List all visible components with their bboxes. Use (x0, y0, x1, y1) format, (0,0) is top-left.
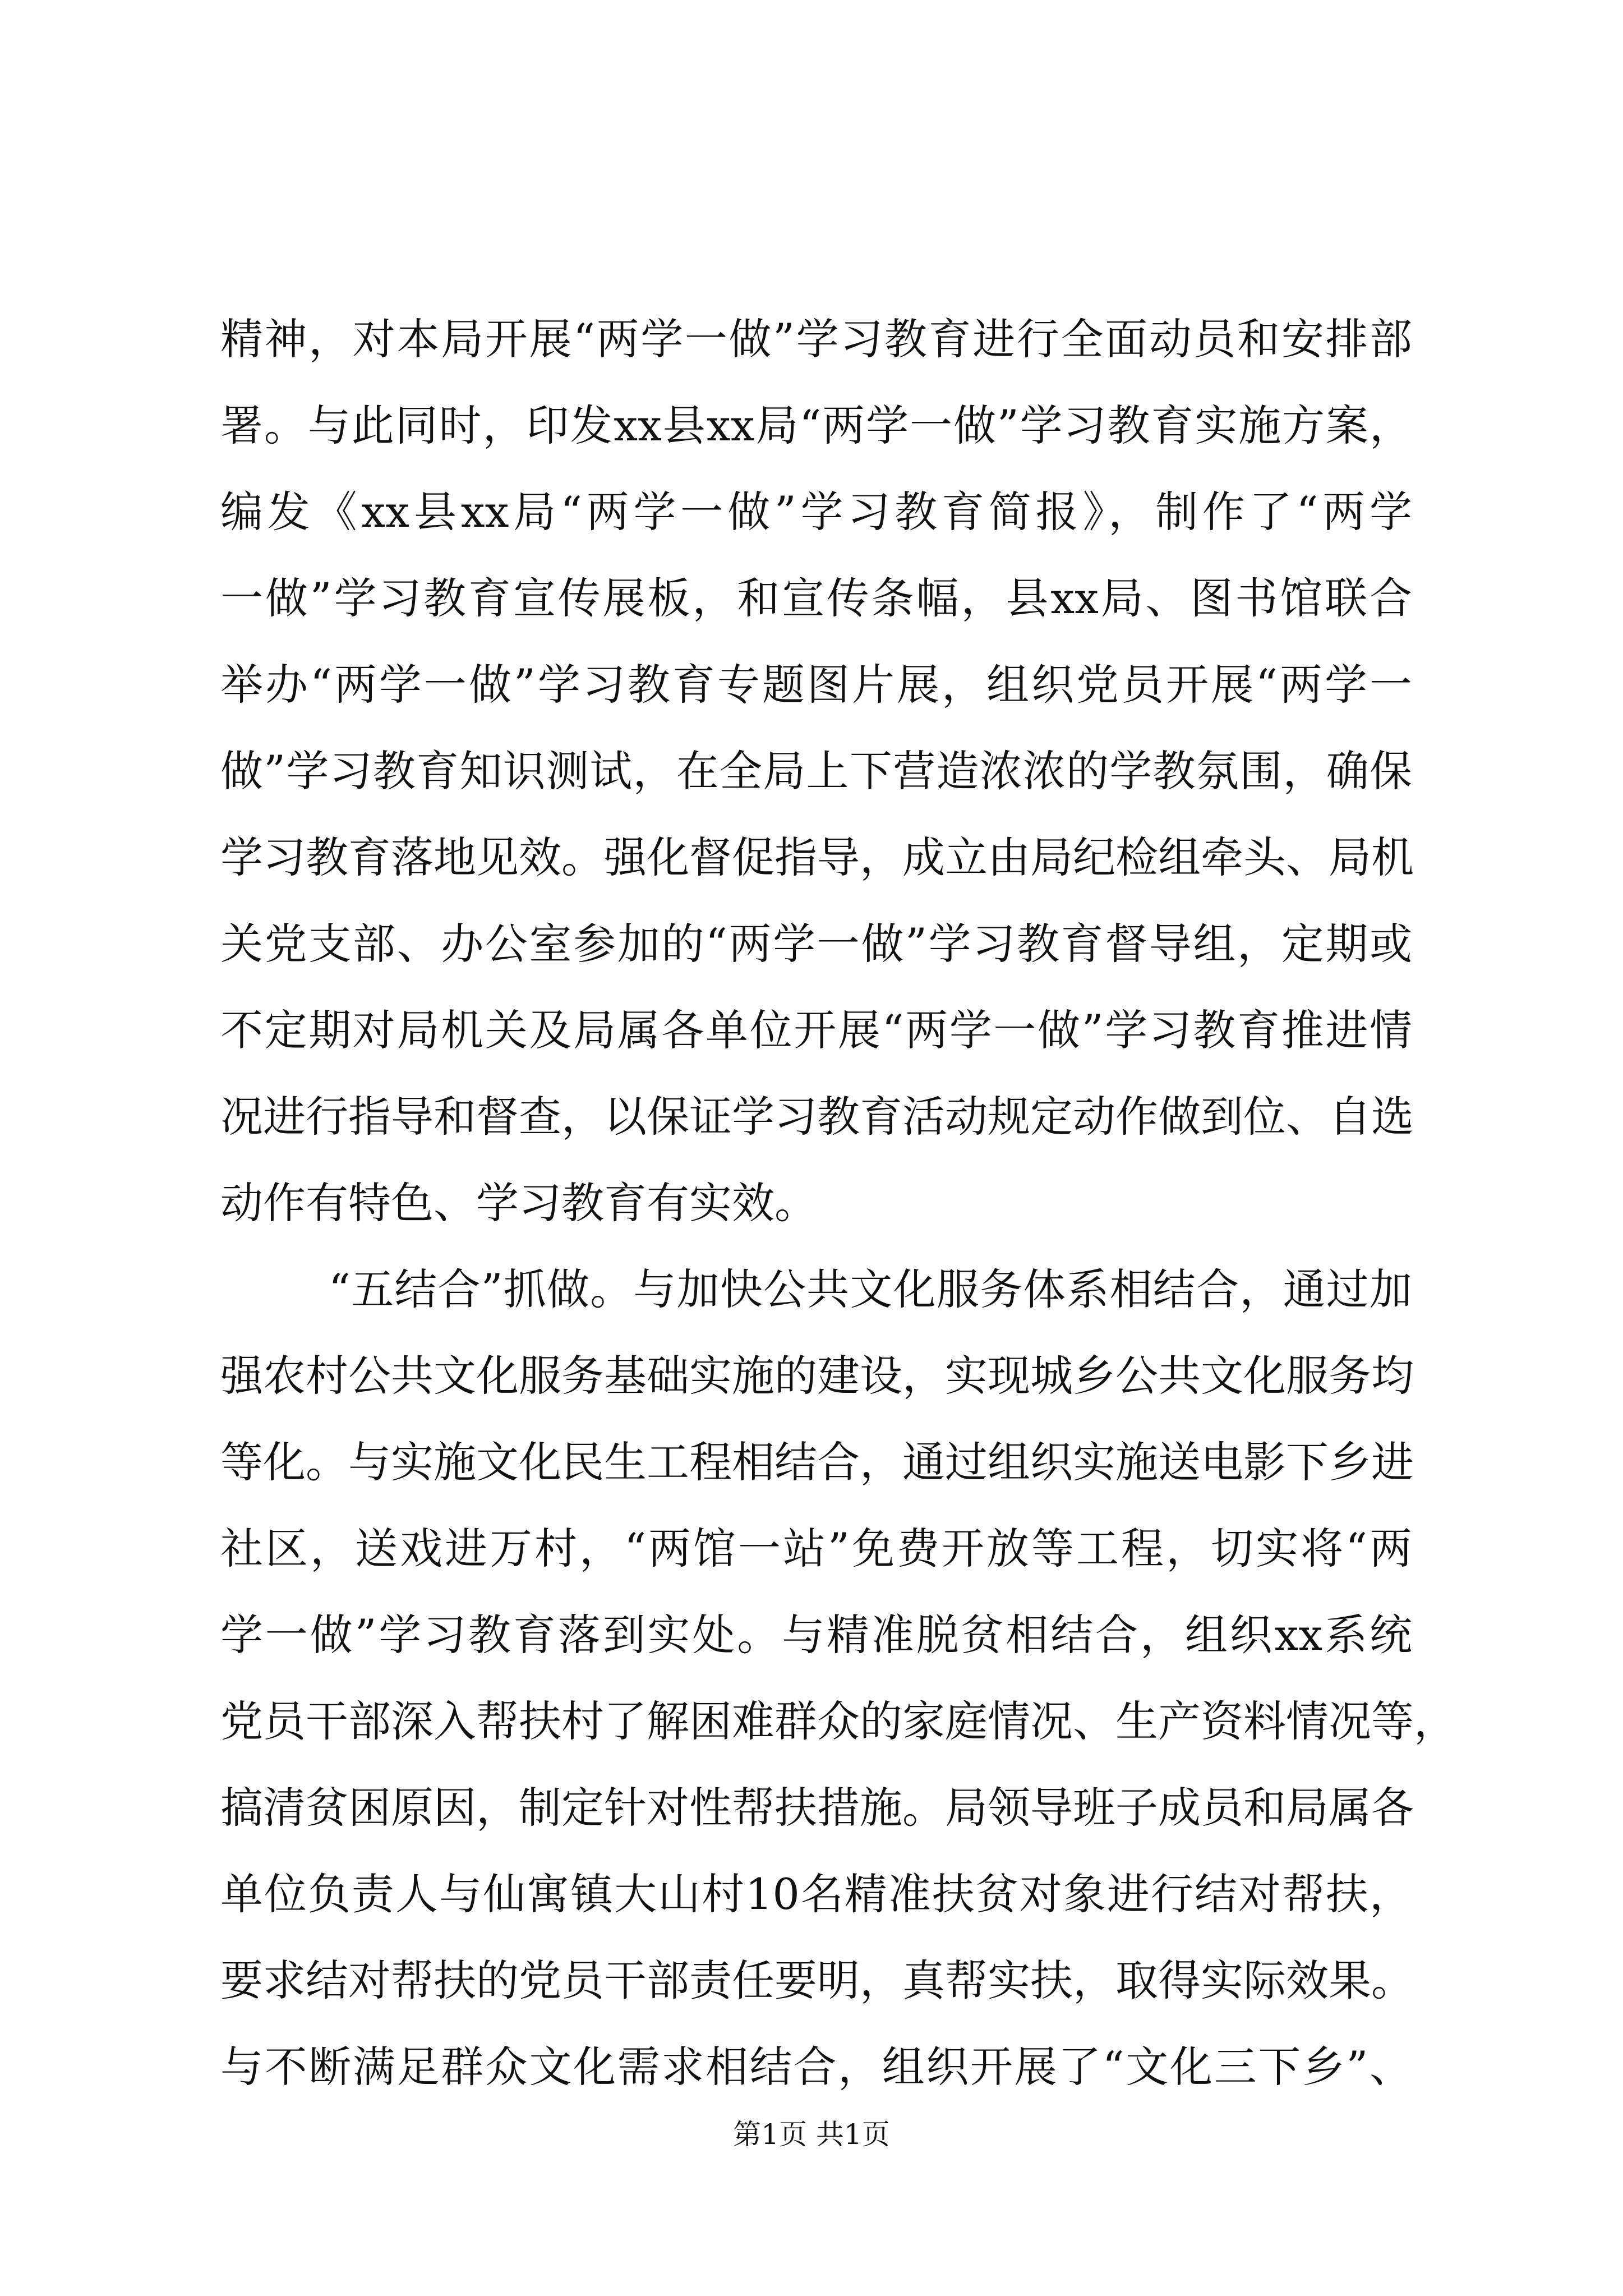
paragraph-line: 党员干部深入帮扶村了解困难群众的家庭情况、生产资料情况等， (220, 1696, 1456, 1746)
paragraph-line: 学习教育落地见效。强化督促指导，成立由局纪检组牵头、局机 (220, 832, 1414, 882)
paragraph-line: 署。与此同时，印发xx县xx局“两学一做”学习教育实施方案， (220, 401, 1412, 450)
paragraph-line: 学一做”学习教育落到实处。与精准脱贫相结合，组织xx系统 (220, 1610, 1412, 1660)
paragraph-last-line: 动作有特色、学习教育有实效。 (220, 1178, 817, 1228)
paragraph-line: 一做”学习教育宣传展板，和宣传条幅，县xx局、图书馆联合 (220, 573, 1412, 623)
paragraph-line: 精神，对本局开展“两学一做”学习教育进行全面动员和安排部 (220, 314, 1412, 364)
paragraph-line: 做”学习教育知识测试，在全局上下营造浓浓的学教氛围，确保 (220, 746, 1412, 796)
paragraph-line: 举办“两学一做”学习教育专题图片展，组织党员开展“两学一 (220, 660, 1412, 710)
paragraph-line: 不定期对局机关及局属各单位开展“两学一做”学习教育推进情 (220, 1005, 1412, 1055)
paragraph-line: 等化。与实施文化民生工程相结合，通过组织实施送电影下乡进 (220, 1437, 1414, 1487)
document-body (220, 296, 1456, 2110)
paragraph-line: 搞清贫困原因，制定针对性帮扶措施。局领导班子成员和局属各 (220, 1783, 1414, 1833)
paragraph-line: 关党支部、办公室参加的“两学一做”学习教育督导组，定期或 (220, 919, 1412, 969)
paragraph-line: 强农村公共文化服务基础实施的建设，实现城乡公共文化服务均 (220, 1351, 1414, 1401)
paragraph-line: 社区，送戏进万村，“两馆一站”免费开放等工程，切实将“两 (220, 1524, 1412, 1573)
paragraph-line: 单位负责人与仙寓镇大山村10名精准扶贫对象进行结对帮扶， (220, 1869, 1412, 1919)
paragraph-line: 编发《xx县xx局“两学一做”学习教育简报》，制作了“两学 (220, 487, 1412, 537)
paragraph-line: 要求结对帮扶的党员干部责任要明，真帮实扶，取得实际效果。 (220, 1955, 1414, 2005)
paragraph-line: 况进行指导和督查，以保证学习教育活动规定动作做到位、自选 (220, 1092, 1414, 1142)
page-number-footer: 第1页 共1页 (733, 2118, 890, 2151)
paragraph-first-line: “五结合”抓做。与加快公共文化服务体系相结合，通过加 (329, 1264, 1412, 1314)
paragraph-line: 与不断满足群众文化需求相结合，组织开展了“文化三下乡”、 (220, 2042, 1412, 2092)
